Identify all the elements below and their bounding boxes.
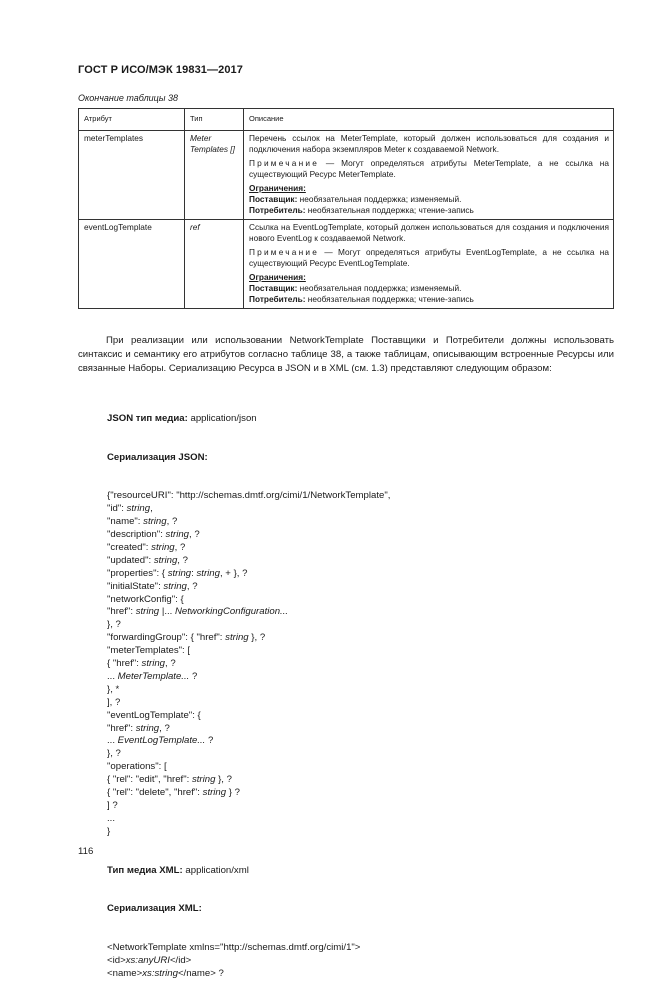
code-token: ? [189, 670, 198, 682]
code-token: {"resourceURI": "http://schemas.dmtf.org/cimi/1/NetworkTemplate", [107, 490, 391, 502]
code-token: "id": [107, 503, 127, 515]
note-label: Примечание [249, 158, 320, 168]
code-token: : [191, 567, 197, 579]
attribute-cell: meterTemplates [79, 131, 185, 220]
json-media-line [107, 413, 390, 426]
code-type-token: string [126, 503, 151, 515]
code-token: <name> [107, 967, 143, 979]
page-number: 116 [78, 846, 94, 857]
table-header-row [79, 109, 614, 131]
table-row [79, 131, 614, 220]
serialization-block [107, 387, 390, 994]
code-token: }, ? [107, 619, 121, 631]
code-token: <NetworkTemplate xmlns="http://schemas.dmtf.org/cimi/1"> [107, 941, 361, 953]
code-type-token: string [153, 554, 178, 566]
json-media-label: JSON тип медиа: [107, 412, 188, 424]
table-caption: Окончание таблицы 38 [78, 93, 178, 103]
note [249, 158, 609, 180]
consumer-line [249, 294, 609, 305]
attributes-table [78, 108, 614, 309]
code-type-token: string [191, 774, 216, 786]
code-type-token: string [167, 567, 192, 579]
note-text: — Могут определяться атрибуты EventLogTemplate, а не ссылка на существующий Ресурс EventLogTemplate. [249, 247, 609, 268]
json-code-lines [107, 490, 390, 838]
consumer-text: необязательная поддержка; чтение-запись [305, 205, 474, 215]
type-cell: Meter Templates [] [185, 131, 244, 220]
description-cell [244, 220, 614, 309]
code-token: , ? [165, 658, 176, 670]
code-type-token: xs:anyURI [125, 954, 170, 966]
code-line [107, 748, 390, 761]
code-token: { "href": [107, 658, 142, 670]
code-token: { "rel": "edit", "href": [107, 774, 192, 786]
code-token: , + }, ? [219, 567, 248, 579]
code-token: , [150, 503, 153, 515]
code-line [107, 594, 390, 607]
code-token: |... [159, 606, 175, 618]
code-line [107, 800, 390, 813]
code-line [107, 619, 390, 632]
table-row [79, 220, 614, 309]
code-line [107, 542, 390, 555]
note-label: Примечание [249, 247, 320, 257]
column-header-attribute: Атрибут [79, 109, 185, 131]
code-type-token: string [196, 567, 220, 579]
provider-text: необязательная поддержка; изменяемый. [297, 283, 462, 293]
code-token: { "rel": "delete", "href": [107, 787, 203, 799]
xml-media-line [107, 865, 390, 878]
code-line [107, 774, 390, 787]
code-line [107, 645, 390, 658]
code-token: "description": [107, 528, 166, 540]
restrictions-label: Ограничения: [249, 272, 306, 282]
code-token: "name": [107, 516, 144, 528]
provider-line [249, 283, 609, 294]
code-token: "networkConfig": { [107, 593, 184, 605]
description-cell [244, 131, 614, 220]
code-token: "eventLogTemplate": { [107, 709, 201, 721]
code-line [107, 826, 390, 839]
code-line [107, 697, 390, 710]
code-line [107, 955, 390, 968]
code-line [107, 813, 390, 826]
code-line [107, 787, 390, 800]
provider-text: необязательная поддержка; изменяемый. [297, 194, 462, 204]
code-token: , ? [177, 554, 188, 566]
attribute-cell: eventLogTemplate [79, 220, 185, 309]
json-serialization-label: Сериализация JSON: [107, 451, 208, 463]
xml-media-label: Тип медиа XML: [107, 864, 183, 876]
code-line [107, 684, 390, 697]
code-token: , ? [186, 580, 198, 592]
code-line [107, 529, 390, 542]
column-header-type: Тип [185, 109, 244, 131]
code-token: }, ? [215, 774, 232, 786]
description-text: Ссылка на EventLogTemplate, который должен использоваться для создания и подключения нового EventLog к создаваемой Network. [249, 222, 609, 243]
xml-media-value: application/xml [182, 864, 249, 876]
code-token: ], ? [107, 696, 121, 708]
code-line [107, 568, 390, 581]
code-token: , ? [159, 722, 170, 734]
code-token: ... [107, 735, 118, 747]
code-line [107, 632, 390, 645]
code-line [107, 761, 390, 774]
code-line [107, 942, 390, 955]
code-line [107, 555, 390, 568]
provider-label: Поставщик: [249, 194, 298, 204]
column-header-description: Описание [244, 109, 614, 131]
code-token: , ? [166, 516, 178, 528]
document-header: ГОСТ Р ИСО/МЭК 19831—2017 [78, 64, 243, 76]
code-token: </id> [169, 954, 192, 966]
consumer-line [249, 205, 609, 216]
code-token: "updated": [107, 554, 154, 566]
code-type-token: EventLogTemplate... [117, 735, 206, 747]
note [249, 247, 609, 269]
provider-line [249, 194, 609, 205]
code-line [107, 581, 390, 594]
code-type-token: string [165, 528, 190, 540]
code-token: ] ? [107, 800, 118, 811]
code-token: "meterTemplates": [ [107, 645, 191, 657]
code-token: }, * [107, 683, 120, 695]
provider-label: Поставщик: [249, 283, 298, 293]
code-token: ... [107, 670, 118, 682]
code-token: <id> [107, 954, 126, 966]
code-type-token: MeterTemplate... [117, 670, 190, 682]
code-type-token: string [151, 541, 175, 553]
code-token: </name> ? [177, 967, 224, 979]
code-token: , ? [189, 528, 200, 540]
code-line [107, 658, 390, 671]
code-line [107, 503, 390, 516]
code-type-token: xs:string [142, 967, 178, 979]
code-type-token: string [143, 516, 167, 528]
consumer-text: необязательная поддержка; чтение-запись [305, 294, 474, 304]
code-token: "operations": [ [107, 761, 167, 773]
note-text: — Могут определяться атрибуты MeterTemplate, а не ссылка на существующий Ресурс MeterTemplate. [249, 158, 609, 179]
code-line [107, 735, 390, 748]
code-type-token: string [202, 787, 227, 799]
code-token: } [107, 825, 111, 837]
code-type-token: string [163, 580, 187, 592]
restrictions-label: Ограничения: [249, 183, 306, 193]
code-token: }, ? [107, 748, 121, 760]
code-token: "created": [107, 541, 152, 553]
xml-code-lines [107, 942, 390, 981]
code-token: "forwardingGroup": { "href": [107, 632, 226, 644]
code-line [107, 516, 390, 529]
code-token: ... [107, 812, 115, 824]
xml-serialization-label: Сериализация XML: [107, 903, 202, 915]
code-line [107, 606, 390, 619]
code-type-token: string [135, 722, 160, 734]
code-type-token: string [141, 658, 166, 670]
code-line [107, 968, 390, 981]
code-type-token: string [225, 632, 249, 644]
body-paragraph: При реализации или использовании NetworkTemplate Поставщики и Потребители должны использовать синтаксис и семантику его атрибутов согласно таблице 38, а также таблицам, описывающим встроенные Ресурсы или связанные Наборы. Сериализацию Ресурса в JSON и в XML (см. 1.3) представляют следующим образом: [78, 335, 614, 374]
code-line [107, 490, 390, 503]
code-token: "href": [107, 722, 136, 734]
code-token: "href": [107, 606, 136, 618]
code-token: }, ? [248, 632, 266, 644]
code-token: "initialState": [107, 580, 164, 592]
code-token: ? [205, 735, 214, 747]
code-token: } ? [226, 787, 240, 799]
type-cell: ref [185, 220, 244, 309]
description-text: Перечень ссылок на MeterTemplate, который должен использоваться для создания и подключения набора экземпляров Meter к создаваемой Network. [249, 133, 609, 154]
code-type-token: string [135, 606, 160, 618]
code-type-token: NetworkingConfiguration... [174, 606, 289, 618]
consumer-label: Потребитель: [249, 294, 306, 304]
code-token: , ? [174, 541, 186, 553]
code-line [107, 710, 390, 723]
consumer-label: Потребитель: [249, 205, 306, 215]
json-media-value: application/json [187, 412, 257, 424]
code-line [107, 671, 390, 684]
code-line [107, 723, 390, 736]
code-token: "properties": { [107, 567, 168, 579]
